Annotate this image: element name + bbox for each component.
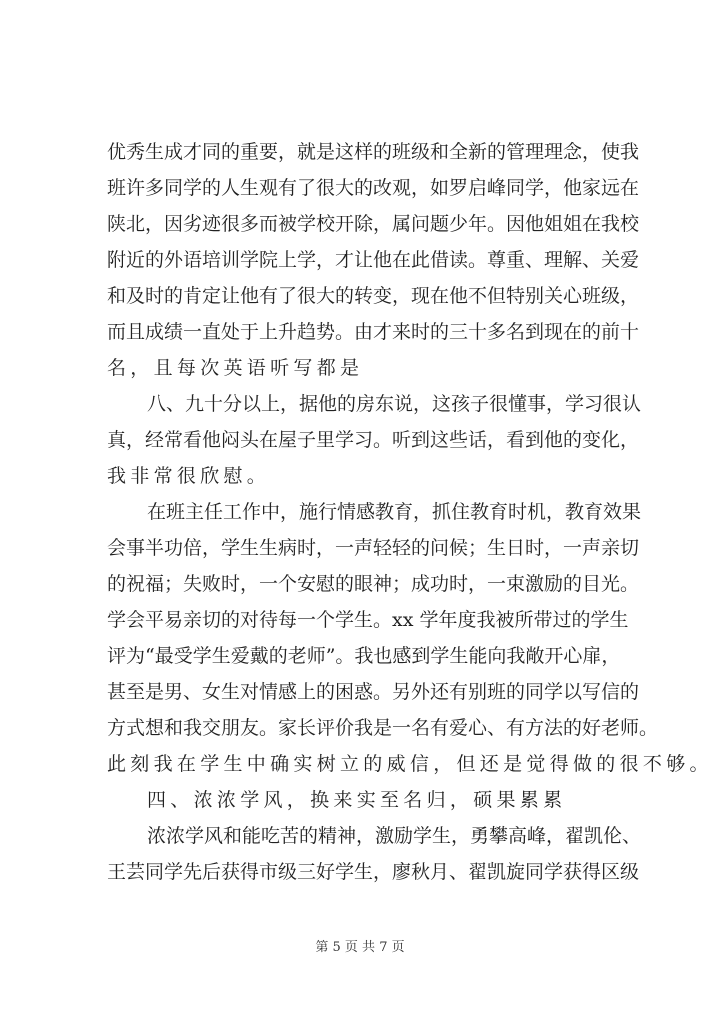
text-line: 名，且每次英语听写都是 (107, 357, 364, 379)
text-line: 的祝福；失败时，一个安慰的眼神；成功时，一束激励的目光。 (107, 573, 640, 595)
text-line: 八、九十分以上，据他的房东说，这孩子很懂事，学习很认 (147, 393, 642, 415)
section-heading: 四、浓浓学风，换来实至名归，硕果累累 (147, 789, 567, 811)
text-line: 方式想和我交朋友。家长评价我是一名有爱心、有方法的好老师。 (107, 717, 659, 739)
text-line: 优秀生成才同的重要，就是这样的班级和全新的管理理念，使我 (107, 141, 640, 163)
text-line: 和及时的肯定让他有了很大的转变，现在他不但特别关心班级， (107, 285, 640, 307)
text-line: 此刻我在学生中确实树立的威信，但还是觉得做的很不够。 (107, 753, 713, 775)
text-line: 真，经常看他闷头在屋子里学习。听到这些话，看到他的变化， (107, 429, 640, 451)
text-line: 在班主任工作中，施行情感教育，抓住教育时机，教育效果 (147, 501, 642, 523)
text-line: 甚至是男、女生对情感上的困惑。另外还有别班的同学以写信的 (107, 681, 640, 703)
text-line: 学会平易亲切的对待每一个学生。xx 学年度我被所带过的学生 (107, 609, 629, 631)
page-indicator: 第 5 页 共 7 页 (315, 940, 405, 955)
text-line: 王芸同学先后获得市级三好学生，廖秋月、翟凯旋同学获得区级 (107, 861, 640, 883)
text-line: 浓浓学风和能吃苦的精神，激励学生，勇攀高峰，翟凯伦、 (147, 825, 642, 847)
text-line: 会事半功倍，学生生病时，一声轻轻的问候；生日时，一声亲切 (107, 537, 640, 559)
text-line: 班许多同学的人生观有了很大的改观，如罗启峰同学，他家远在 (107, 177, 640, 199)
text-line: 陕北，因劣迹很多而被学校开除，属问题少年。因他姐姐在我校 (107, 213, 640, 235)
text-line: 附近的外语培训学院上学，才让他在此借读。尊重、理解、关爱 (107, 249, 640, 271)
text-line: 评为“最受学生爱戴的老师”。我也感到学生能向我敞开心扉， (107, 645, 621, 667)
text-line: 而且成绩一直处于上升趋势。由才来时的三十多名到现在的前十 (107, 321, 640, 343)
text-line: 我非常很欣慰。 (107, 465, 271, 487)
